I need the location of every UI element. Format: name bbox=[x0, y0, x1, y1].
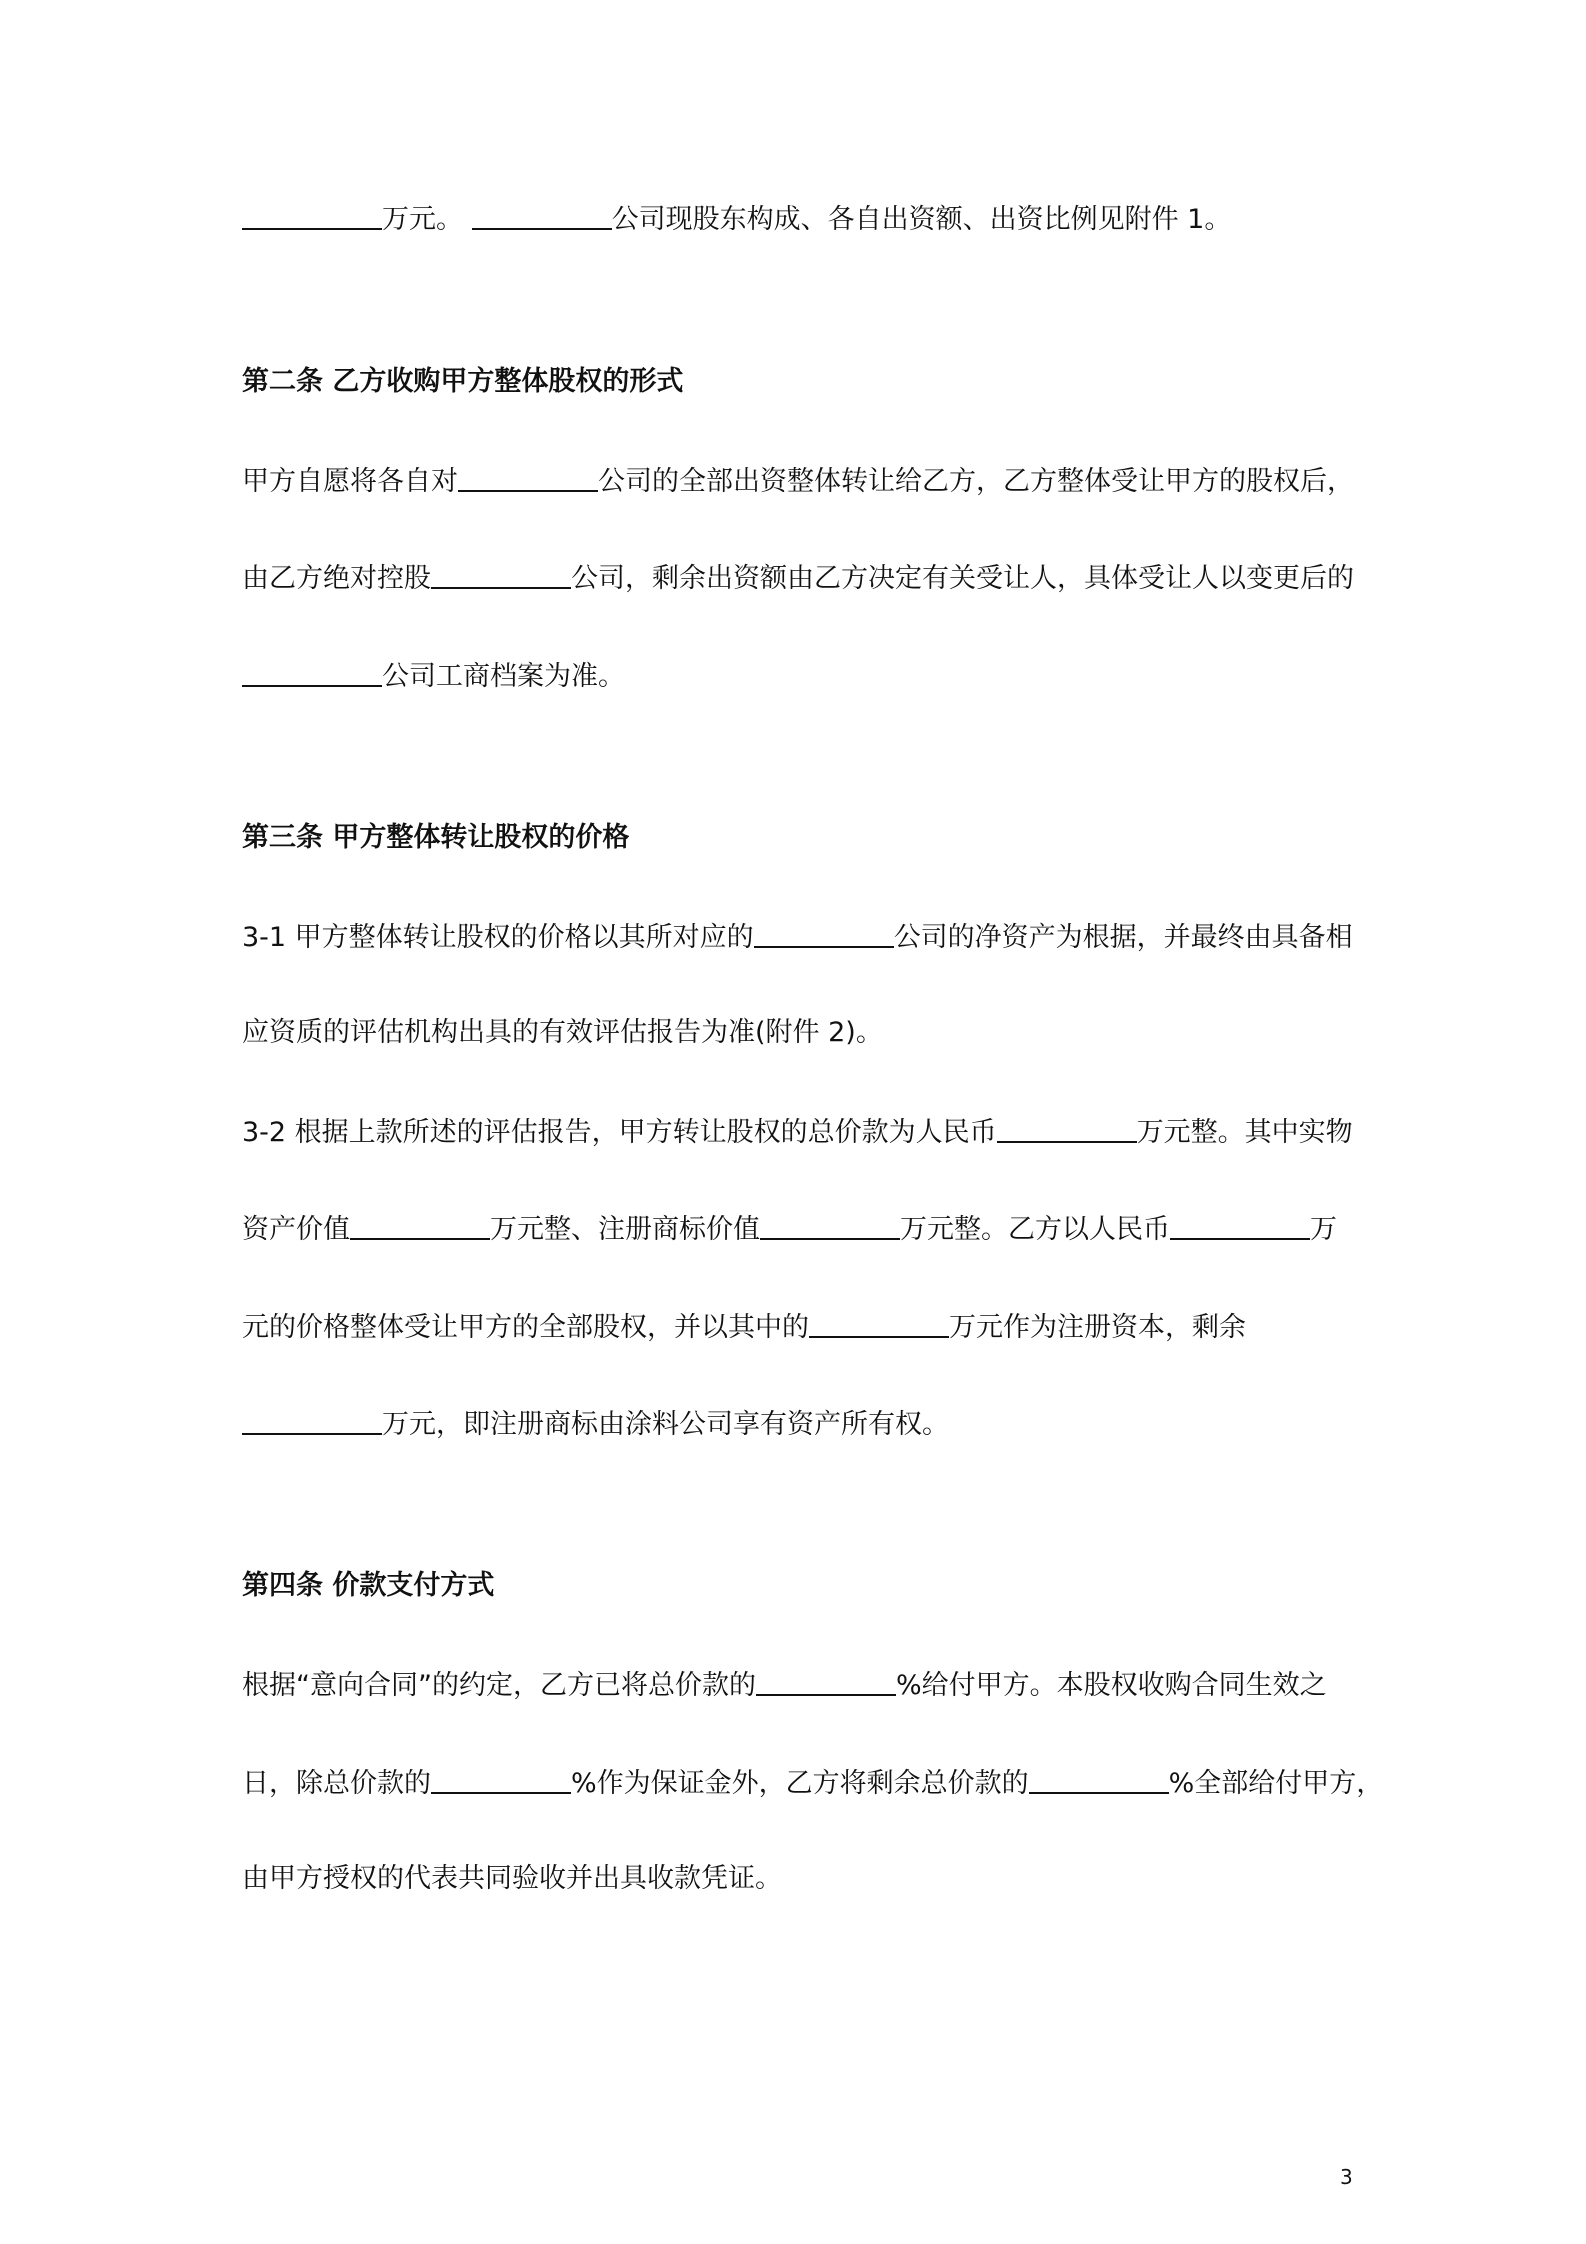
paragraph-line bbox=[242, 1859, 782, 1899]
text-segment: 万 bbox=[1310, 1214, 1337, 1245]
fill-in-blank bbox=[472, 198, 612, 230]
fill-in-blank bbox=[760, 1208, 900, 1240]
fill-in-blank bbox=[458, 460, 598, 492]
text-segment: 元的价格整体受让甲方的全部股权，并以其中的 bbox=[242, 1312, 809, 1343]
page-number: 3 bbox=[1340, 2165, 1353, 2189]
text-segment: 3-2 根据上款所述的评估报告，甲方转让股权的总价款为人民币 bbox=[242, 1117, 997, 1148]
fill-in-blank bbox=[242, 198, 382, 230]
fill-in-blank bbox=[431, 557, 571, 589]
fill-in-blank bbox=[809, 1306, 949, 1338]
paragraph-line bbox=[242, 1762, 1383, 1804]
text-segment: %全部给付甲方， bbox=[1168, 1768, 1384, 1799]
text-segment: 由甲方授权的代表共同验收并出具收款凭证。 bbox=[242, 1863, 782, 1894]
fill-in-blank bbox=[431, 1762, 571, 1794]
text-segment: 万元整。乙方以人民币 bbox=[900, 1214, 1170, 1245]
fill-in-blank bbox=[242, 1403, 382, 1435]
text-segment: 万元作为注册资本，剩余 bbox=[949, 1312, 1246, 1343]
fill-in-blank bbox=[997, 1111, 1137, 1143]
text-segment: 公司的全部出资整体转让给乙方，乙方整体受让甲方的股权后， bbox=[598, 466, 1354, 497]
text-segment: 资产价值 bbox=[242, 1214, 350, 1245]
paragraph-line bbox=[242, 1111, 1353, 1153]
section-heading: 第三条 甲方整体转让股权的价格 bbox=[242, 822, 630, 853]
paragraph-line bbox=[242, 916, 1353, 958]
text-segment: 日，除总价款的 bbox=[242, 1768, 431, 1799]
fill-in-blank bbox=[754, 916, 894, 948]
section-heading: 第四条 价款支付方式 bbox=[242, 1570, 495, 1601]
fill-in-blank bbox=[1029, 1762, 1169, 1794]
text-segment: 万元，即注册商标由涂料公司享有资产所有权。 bbox=[382, 1409, 949, 1440]
fill-in-blank bbox=[350, 1208, 490, 1240]
fill-in-blank bbox=[756, 1664, 896, 1696]
text-segment: 应资质的评估机构出具的有效评估报告为准(附件 2)。 bbox=[242, 1017, 883, 1048]
text-segment: 公司，剩余出资额由乙方决定有关受让人，具体受让人以变更后的 bbox=[571, 563, 1354, 594]
fill-in-blank bbox=[1170, 1208, 1310, 1240]
paragraph-line bbox=[242, 1013, 883, 1053]
paragraph-line bbox=[242, 1208, 1337, 1250]
text-segment: %给付甲方。本股权收购合同生效之 bbox=[895, 1670, 1327, 1701]
text-segment: 根据“意向合同”的约定，乙方已将总价款的 bbox=[242, 1670, 756, 1701]
paragraph-line bbox=[242, 655, 625, 697]
text-segment: %作为保证金外，乙方将剩余总价款的 bbox=[571, 1768, 1029, 1799]
section-heading: 第二条 乙方收购甲方整体股权的形式 bbox=[242, 366, 684, 397]
paragraph-line bbox=[242, 198, 1231, 240]
paragraph-line bbox=[242, 1403, 949, 1445]
fill-in-blank bbox=[242, 655, 382, 687]
text-segment: 万元整。其中实物 bbox=[1136, 1117, 1353, 1148]
paragraph-line bbox=[242, 460, 1354, 502]
text-segment: 3-1 甲方整体转让股权的价格以其所对应的 bbox=[242, 922, 754, 953]
text-segment: 公司的净资产为根据，并最终由具备相 bbox=[893, 922, 1353, 953]
text-segment: 万元。 bbox=[382, 204, 463, 235]
text-segment: 甲方自愿将各自对 bbox=[242, 466, 458, 497]
text-segment: 万元整、注册商标价值 bbox=[490, 1214, 760, 1245]
text-segment: 由乙方绝对控股 bbox=[242, 563, 431, 594]
text-segment: 公司现股东构成、各自出资额、出资比例见附件 1。 bbox=[611, 204, 1232, 235]
paragraph-line bbox=[242, 1306, 1246, 1348]
text-segment: 公司工商档案为准。 bbox=[382, 661, 625, 692]
paragraph-line bbox=[242, 557, 1354, 599]
paragraph-line bbox=[242, 1664, 1327, 1706]
